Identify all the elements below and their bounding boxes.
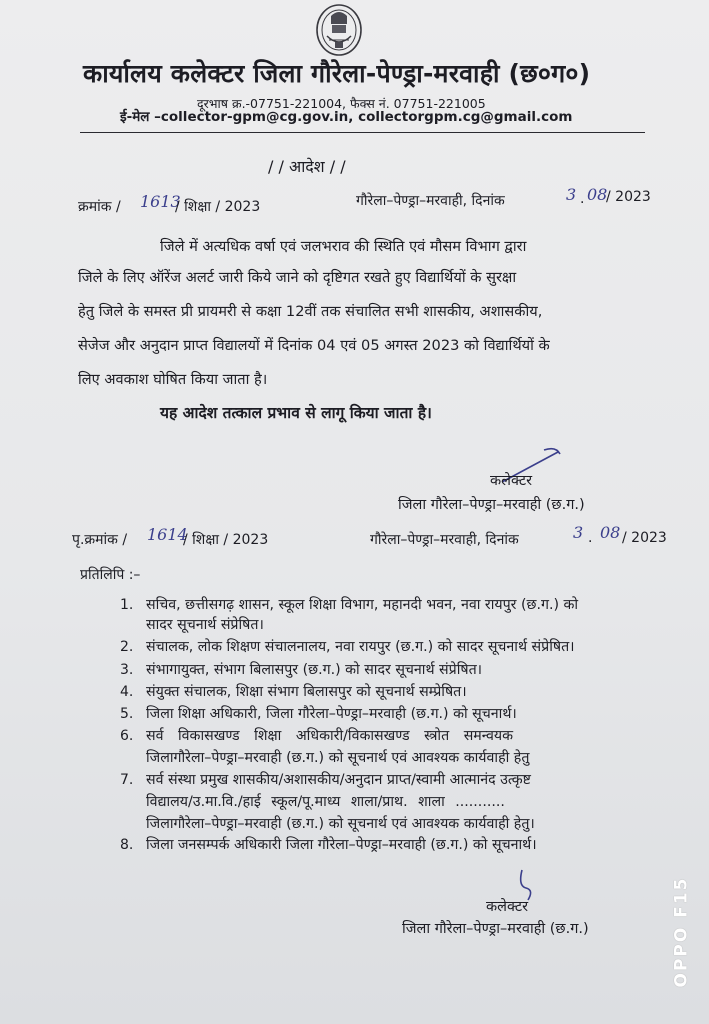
header-divider xyxy=(80,132,645,133)
order-body-line: हेतु जिले के समस्त प्री प्रायमरी से कक्षा 12वीं तक संचालित सभी शासकीय, अशासकीय, xyxy=(78,303,543,320)
order-body-line: लिए अवकाश घोषित किया जाता है। xyxy=(78,371,268,388)
copy-item-line: सादर सूचनार्थ संप्रेषित। xyxy=(146,617,264,633)
copy-item-line: सर्व विकासखण्ड शिक्षा अधिकारी/विकासखण्ड स्त्रोत समन्वयक xyxy=(146,728,514,744)
copy-item-number: 5. xyxy=(120,706,134,722)
order-ref-number: 1613 xyxy=(140,192,181,211)
order-date-year: / 2023 xyxy=(606,189,651,205)
copy-item-number: 3. xyxy=(120,662,134,678)
order-heading: / / आदेश / / xyxy=(268,157,346,176)
endorse-date-year: / 2023 xyxy=(622,530,667,546)
copy-item-number: 4. xyxy=(120,684,134,700)
order-sign-title: कलेक्टर xyxy=(490,473,533,489)
contact-line: दूरभाष क्र.-07751-221004, फैक्स नं. 07751-221005 xyxy=(197,96,486,111)
copy-item-line: जिलागौरेला–पेण्ड्रा–मरवाही (छ.ग.) को सूचनार्थ एवं आवश्यक कार्यवाही हेतु xyxy=(146,750,530,766)
state-emblem-icon xyxy=(313,2,365,62)
copy-item-line: संयुक्त संचालक, शिक्षा संभाग बिलासपुर को सूचनार्थ सम्प्रेषित। xyxy=(146,684,467,700)
copy-item-number: 6. xyxy=(120,728,134,744)
copy-item-line: संभागायुक्त, संभाग बिलासपुर (छ.ग.) को सादर सूचनार्थ संप्रेषित। xyxy=(146,662,483,678)
document-page: कार्यालय कलेक्टर जिला गौरेला-पेण्ड्रा-मरवाही (छ०ग०) दूरभाष क्र.-07751-221004, फैक्स नं. 07751-221005 ई-मेल –collector-gpm@cg.gov.in, collectorgpm.cg@gmail.com / / आदेश / / क्रमांक / 1613 / शिक्षा / 2023 गौरेला–पेण्ड्रा–मरवाही, दिनांक 3 . 08 / 2023 जिले में अत्यधिक वर्षा एवं जलभराव की स्थिति एवं मौसम विभाग द्वारा जिले के लिए ऑरेंज अलर्ट जारी किये जाने को दृष्टिगत रखते हुए विद्यार्थियों के सुरक्षा हेतु जिले के समस्त प्री प्रायमरी से कक्षा 12वीं तक संचालित सभी शासकीय, अशासकीय, सेजेज और अनुदान प्राप्त विद्यालयों में दिनांक 04 एवं 05 अगस्त 2023 को विद्यार्थियों के लिए अवकाश घोषित किया जाता है। यह आदेश तत्काल प्रभाव से लागू किया जाता है। कलेक्टर जिला गौरेला–पेण्ड्रा–मरवाही (छ.ग.) पृ.क्रमांक / 1614 / शिक्षा / 2023 गौरेला–पेण्ड्रा–मरवाही, दिनांक 3 . 08 / 2023 प्रतिलिपि :– 1. सचिव, छत्तीसगढ़ शासन, स्कूल शिक्षा विभाग, महानदी भवन, नवा रायपुर (छ.ग.) को सादर सूचनार्थ संप्रेषित। 2. संचालक, लोक शिक्षण संचालनालय, नवा रायपुर (छ.ग.) को सादर सूचनार्थ संप्रेषित। 3. संभागायुक्त, संभाग बिलासपुर (छ.ग.) को सादर सूचनार्थ संप्रेषित। 4. संयुक्त संचालक, शिक्षा संभाग बिलासपुर को सूचनार्थ सम्प्रेषित। 5. जिला शिक्षा अधिकारी, जिला गौरेला–पेण्ड्रा–मरवाही (छ.ग.) को सूचनार्थ। 6. सर्व विकासखण्ड शिक्षा अधिकारी/विकासखण्ड स्त्रोत समन्वयक जिलागौरेला–पेण्ड्रा–मरवाही (छ.ग.) को सूचनार्थ एवं आवश्यक कार्यवाही हेतु 7. सर्व संस्था प्रमुख शासकीय/अशासकीय/अनुदान प्राप्त/स्वामी आत्मानंद उत्कृष्ट विद्यालय/उ.मा.वि./हाई स्कूल/पू.माध्य शाला/प्राथ. शाला ........... जिलागौरेला–पेण्ड्रा–मरवाही (छ.ग.) को सूचनार्थ एवं आवश्यक कार्यवाही हेतु। 8. जिला जनसम्पर्क अधिकारी जिला गौरेला–पेण्ड्रा–मरवाही (छ.ग.) को सूचनार्थ। कलेक्टर जिला गौरेला–पेण्ड्रा–मरवाही (छ.ग.) OPPO F15 xyxy=(0,0,709,1024)
copy-item-number: 8. xyxy=(120,837,134,853)
endorse-sign-title: कलेक्टर xyxy=(486,899,529,915)
endorse-place-date-prefix: गौरेला–पेण्ड्रा–मरवाही, दिनांक xyxy=(370,532,519,548)
order-sign-district: जिला गौरेला–पेण्ड्रा–मरवाही (छ.ग.) xyxy=(398,497,585,513)
copy-label: प्रतिलिपि :– xyxy=(80,567,141,583)
copy-item-line: विद्यालय/उ.मा.वि./हाई स्कूल/पू.माध्य शाला/प्राथ. शाला ........... xyxy=(146,794,505,810)
order-ref-prefix: क्रमांक / xyxy=(78,199,121,215)
order-ref-suffix: / शिक्षा / 2023 xyxy=(175,199,261,215)
endorse-ref-prefix: पृ.क्रमांक / xyxy=(72,532,128,548)
order-date-month: 08 xyxy=(587,185,608,204)
endorse-ref-number: 1614 xyxy=(147,525,188,544)
order-body-line: जिले के लिए ऑरेंज अलर्ट जारी किये जाने को दृष्टिगत रखते हुए विद्यार्थियों के सुरक्षा xyxy=(78,269,517,286)
office-title: कार्यालय कलेक्टर जिला गौरेला-पेण्ड्रा-मरवाही (छ०ग०) xyxy=(83,59,591,88)
copy-item-number: 1. xyxy=(120,597,134,613)
copy-item-line: सचिव, छत्तीसगढ़ शासन, स्कूल शिक्षा विभाग, महानदी भवन, नवा रायपुर (छ.ग.) को xyxy=(146,597,579,613)
copy-item-line: जिलागौरेला–पेण्ड्रा–मरवाही (छ.ग.) को सूचनार्थ एवं आवश्यक कार्यवाही हेतु। xyxy=(146,816,535,832)
copy-item-number: 2. xyxy=(120,639,134,655)
camera-watermark: OPPO F15 xyxy=(671,876,692,988)
effect-note: यह आदेश तत्काल प्रभाव से लागू किया जाता है। xyxy=(160,404,432,422)
copy-item-number: 7. xyxy=(120,772,134,788)
endorse-sign-district: जिला गौरेला–पेण्ड्रा–मरवाही (छ.ग.) xyxy=(402,921,589,937)
copy-item-line: जिला शिक्षा अधिकारी, जिला गौरेला–पेण्ड्रा–मरवाही (छ.ग.) को सूचनार्थ। xyxy=(146,706,517,722)
email-line: ई-मेल –collector-gpm@cg.gov.in, collectorgpm.cg@gmail.com xyxy=(120,109,573,125)
endorse-date-month: 08 xyxy=(600,523,621,542)
order-body-line: जिले में अत्यधिक वर्षा एवं जलभराव की स्थिति एवं मौसम विभाग द्वारा xyxy=(160,238,527,255)
copy-item-line: संचालक, लोक शिक्षण संचालनालय, नवा रायपुर (छ.ग.) को सादर सूचनार्थ संप्रेषित। xyxy=(146,639,575,655)
endorse-date-day: 3 xyxy=(573,523,584,542)
copy-item-line: सर्व संस्था प्रमुख शासकीय/अशासकीय/अनुदान प्राप्त/स्वामी आत्मानंद उत्कृष्ट xyxy=(146,772,531,788)
copy-item-line: जिला जनसम्पर्क अधिकारी जिला गौरेला–पेण्ड्रा–मरवाही (छ.ग.) को सूचनार्थ। xyxy=(146,837,537,853)
order-place-date-prefix: गौरेला–पेण्ड्रा–मरवाही, दिनांक xyxy=(356,193,505,209)
order-body-line: सेजेज और अनुदान प्राप्त विद्यालयों में दिनांक 04 एवं 05 अगस्त 2023 को विद्यार्थियों के xyxy=(78,337,550,354)
endorse-ref-suffix: / शिक्षा / 2023 xyxy=(183,532,269,548)
order-date-day: 3 xyxy=(566,185,577,204)
